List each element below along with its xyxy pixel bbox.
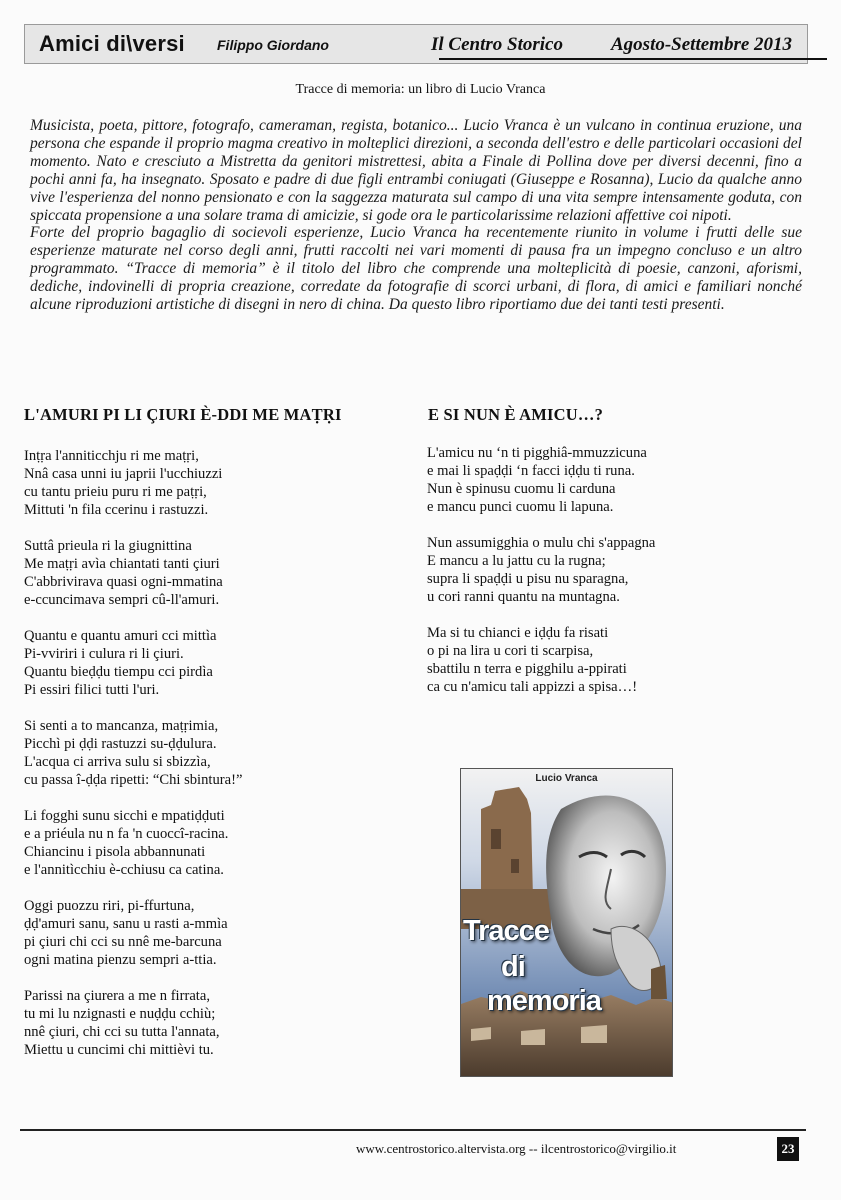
poem-line: cu passa î-ḍḍa ripetti: “Chi sbintura!” xyxy=(24,772,243,788)
poem-line: L'amicu nu ‘n ti pigghiâ-mmuzzicuna xyxy=(427,445,647,461)
section-author: Filippo Giordano xyxy=(217,37,329,53)
poem-line: Li fogghi sunu sicchi e mpatiḍḍuti xyxy=(24,808,225,824)
intro-text xyxy=(30,117,802,314)
page-number: 23 xyxy=(777,1137,799,1161)
poem-line: Oggi puozzu riri, pi-ffurtuna, xyxy=(24,898,195,914)
poem-line: o pi na lira u cori ti scarpisa, xyxy=(427,643,594,659)
issue-date: Agosto-Settembre 2013 xyxy=(611,34,793,55)
poem-line: pi çiuri chi cci su nnê me-barcuna xyxy=(24,934,222,950)
poem1-stanza xyxy=(24,447,242,519)
poem-line: Nun assumigghia o mulu chi s'appagna xyxy=(427,535,656,551)
poem-line: nnê çiuri, chi cci su tutta l'annata, xyxy=(24,1024,220,1040)
poem-line: Inṭṛa l'anniticchju ri me maṭṛi, xyxy=(24,448,199,464)
poem-line: u cori ranni quantu na muntagna. xyxy=(427,589,620,605)
poem-line: cu tantu prieiu puru ri me paṭṛi, xyxy=(24,484,207,500)
poem2-stanza xyxy=(427,444,655,516)
poem1-stanza xyxy=(24,897,242,969)
book-cover xyxy=(460,768,673,1077)
poem-line: Me maṭṛi avìa chiantati tanti çiuri xyxy=(24,556,220,572)
poem-line: Parissi na çiurera a me n firrata, xyxy=(24,988,210,1004)
poem-line: e l'annitìcchiu è-cchiusu ca catina. xyxy=(24,862,224,878)
poem2-stanza xyxy=(427,534,655,606)
cover-title-line: memoria xyxy=(487,985,601,1017)
poem-line: E mancu a lu jattu cu la rugna; xyxy=(427,553,606,569)
poem1-stanza xyxy=(24,537,242,609)
poem-line: Mittuti 'n fila ccerinu i rastuzzi. xyxy=(24,502,209,518)
intro-paragraph: Musicista, poeta, pittore, fotografo, cameraman, regista, botanico... Lucio Vranca è un vulcano in continua eruzione, una persona che espande il proprio magma creativo in molteplici direzioni, a seconda dell'estro e delle particolari occasioni del momento. Nato e cresciuto a Mistretta da genitori mistrettesi, abita a Finale di Pollina dove per diversi decenni, fino a pochi anni fa, ha insegnato. Sposato e padre di due figli entrambi coniugati (Giuseppe e Rosanna), Lucio da qualche anno vive l'esperienza del nonno pensionato e con la saggezza maturata sul campo di una vita sempre intensamente goduta, con spiccata propensione a una solare trama di amicizie, si gode ora le particolarissime relazioni affettive coi nipoti. xyxy=(30,117,802,224)
cover-author: Lucio Vranca xyxy=(535,773,598,784)
poem-line: e-ccuncimava sempri cû-ll'amuri. xyxy=(24,592,220,608)
poem-line: Picchì pi ḍḍi rastuzzi su-ḍḍulura. xyxy=(24,736,217,752)
poem-line: sbattilu n terra e pigghilu a-ppirati xyxy=(427,661,627,677)
article-title: Tracce di memoria: un libro di Lucio Vranca xyxy=(295,82,546,97)
poem1-stanza xyxy=(24,987,242,1059)
poem-line: Quantu e quantu amuri cci mittìa xyxy=(24,628,217,644)
poem-line: ca cu n'amicu tali appizzi a spisa…! xyxy=(427,679,638,695)
intro-paragraph: Forte del proprio bagaglio di socievoli esperienze, Lucio Vranca ha recentemente riunito in volume i frutti delle sue esperienze maturate nel corso degli anni, frutti raccolti nei vari momenti di pausa fra un impegno concluso e un altro programmato. “Tracce di memoria” è il titolo del libro che comprende una molteplicità di poesie, canzoni, aforismi, dediche, indovinelli di propria creazione, corredate da fotografie di scorci urbani, di flora, di amici e familiari nonché alcune riproduzioni artistiche di disegni in nero di china. Da questo libro riportiamo due dei tanti testi presenti. xyxy=(30,224,802,314)
poem1-stanza xyxy=(24,627,242,699)
poem1-stanza xyxy=(24,717,242,789)
poem-line: Pi essiri filici tutti l'uri. xyxy=(24,682,160,698)
poem-line: e mai li spaḍḍi ‘n facci iḍḍu ti runa. xyxy=(427,463,635,479)
poem-line: tu mi lu nzignasti e nuḍḍu cchiù; xyxy=(24,1006,216,1022)
poem-line: supra li spaḍḍi u pisu nu sparagna, xyxy=(427,571,629,587)
page-header xyxy=(24,24,808,64)
poem1-body xyxy=(24,447,242,1077)
poem-line: Ma si tu chianci e iḍḍu fa risati xyxy=(427,625,609,641)
poem-line: L'acqua ci arriva sulu si sbizzìa, xyxy=(24,754,211,770)
footer-rule xyxy=(20,1129,806,1131)
poem2-body xyxy=(427,444,655,714)
header-underline xyxy=(439,58,827,60)
poem2-title: E SI NUN È AMICU…? xyxy=(428,405,604,424)
poem-line: ḍḍ'amuri sanu, sanu u rasti a-mmìa xyxy=(24,916,228,932)
poem1-stanza xyxy=(24,807,242,879)
journal-name: Il Centro Storico xyxy=(431,34,563,55)
cover-title-line: Tracce xyxy=(463,915,549,947)
poem-line: ogni matina pienzu sempri a-ttia. xyxy=(24,952,217,968)
poem-line: Nun è spinusu cuomu li carduna xyxy=(427,481,616,497)
poem-line: Nnâ casa unni iu japrii l'ucchiuzzi xyxy=(24,466,223,482)
poem-line: Miettu u cuncimi chi mittièvi tu. xyxy=(24,1042,214,1058)
footer-contacts: www.centrostorico.altervista.org -- ilcentrostorico@virgilio.it xyxy=(356,1141,677,1156)
poem1-title: L'AMURI PI LI ÇIURI È-DDI ME MAṬṚI xyxy=(24,405,342,424)
poem-line: C'abbrivirava quasi ogni-mmatina xyxy=(24,574,223,590)
poem-line: e mancu punci cuomu li lapuna. xyxy=(427,499,614,515)
poem-line: Pi-vviriri i culura ri li çiuri. xyxy=(24,646,184,662)
poem-line: Si senti a to mancanza, maṭṛimia, xyxy=(24,718,219,734)
section-name: Amici di\versi xyxy=(39,31,185,56)
poem-line: Suttâ prieula ri la giugnittina xyxy=(24,538,192,554)
poem-line: e a priéula nu n fa 'n cuoccî-racina. xyxy=(24,826,229,842)
poem-line: Quantu bieḍḍu tiempu cci pirdìa xyxy=(24,664,213,680)
cover-title-line: di xyxy=(501,951,525,983)
poem2-stanza xyxy=(427,624,655,696)
poem-line: Chiancinu i pisola abbannunati xyxy=(24,844,206,860)
